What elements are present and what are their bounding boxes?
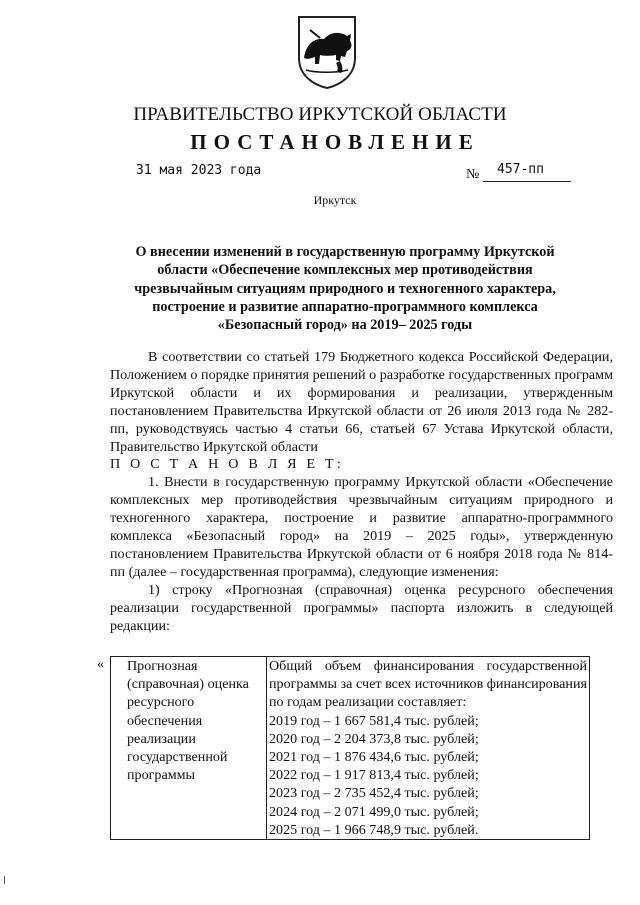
financing-year-2025: 2025 год – 1 966 748,9 тыс. рублей. (269, 821, 479, 838)
financing-year-2024: 2024 год – 2 071 499,0 тыс. рублей; (269, 803, 479, 820)
government-name: ПРАВИТЕЛЬСТВО ИРКУТСКОЙ ОБЛАСТИ (133, 104, 507, 125)
preamble-paragraph: В соответствии со статьей 179 Бюджетного кодекса Российской Федерации, Положением о порядке принятия решений о разработке государственных программ Иркутской области и их формирования и реализации, утвержденным постановлением Правительства Иркутской области от 26 июля 2013 года № 282-пп, руководствуясь частью 4 статьи 66, статьей 67 Устава Иркутской области, Правительство Иркутской области (110, 349, 613, 455)
document-subject: О внесении изменений в государственную программу Иркутской области «Обеспечение комплексных мер противодействия чрезвычайным ситуациям природного и техногенного характера, построение и развитие аппаратно-программного комплекса «Безопасный город» на 2019– 2025 годы (134, 244, 556, 334)
resolves-heading: П О С Т А Н О В Л Я Е Т: (110, 456, 344, 473)
number-sign: № (466, 167, 480, 182)
document-city: Иркутск (313, 193, 357, 207)
item-1-paragraph: 1. Внести в государственную программу Иркутской области «Обеспечение комплексных мер противодействия чрезвычайным ситуациям природного и техногенного характера, построение и развитие аппаратно-программного комплекса «Безопасный город» на 2019 – 2025 годы», утвержденную постановлением Правительства Иркутской области от 6 ноября 2018 года № 814-пп (далее – государственная программа), следующие изменения: (110, 474, 613, 580)
document-body (110, 349, 613, 636)
financing-year-2022: 2022 год – 1 917 813,4 тыс. рублей; (269, 767, 479, 784)
financing-intro: Общий объем финансирования государственной программы за счет всех источников финансирования по годам реализации составляет: (269, 658, 587, 711)
table-row (111, 657, 590, 840)
financing-year-2021: 2021 год – 1 876 434,6 тыс. рублей; (269, 749, 479, 766)
margin-mark (4, 876, 5, 884)
document-number: 457-пп (483, 162, 571, 182)
document-type: ПОСТАНОВЛЕНИЕ (190, 130, 480, 154)
document-date: 31 мая 2023 года (136, 163, 262, 178)
passport-table (110, 656, 590, 840)
financing-cell (267, 657, 590, 840)
financing-year-2023: 2023 год – 2 735 452,4 тыс. рублей; (269, 785, 479, 802)
subitem-1-paragraph: 1) строку «Прогнозная (справочная) оценка ресурсного обеспечения реализации государственной программы» паспорта изложить в следующей редакции: (110, 581, 613, 634)
financing-year-2019: 2019 год – 1 667 581,4 тыс. рублей; (269, 712, 479, 729)
coat-of-arms-icon (296, 14, 358, 90)
financing-year-2020: 2020 год – 2 204 373,8 тыс. рублей; (269, 730, 479, 747)
opening-quote: « (97, 657, 104, 672)
row-label-cell: Прогнозная (справочная) оценка ресурсного обеспечения реализации государственной программы (111, 657, 267, 840)
